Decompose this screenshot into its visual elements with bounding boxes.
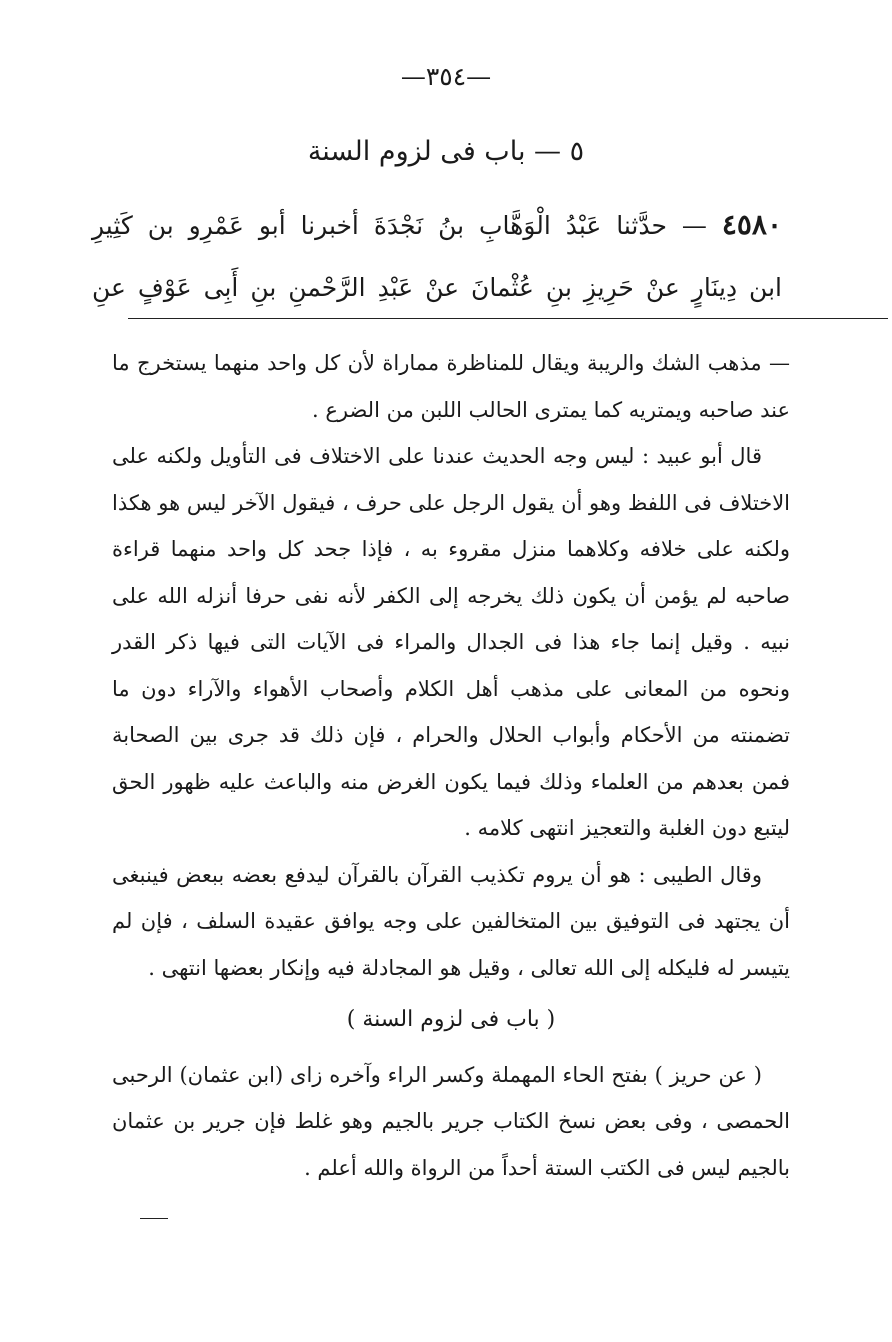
commentary-paragraph-1: — مذهب الشك والريبة ويقال للمناظرة مماراة لأن كل واحد منهما يستخرج ما عند صاحبه ويمتريه كما يمترى الحالب اللبن من الضرع . [112,351,790,422]
hadith-line-1 [92,194,782,257]
commentary-paragraph-4: ( عن حريز ) بفتح الحاء المهملة وكسر الراء وآخره زاى (ابن عثمان) الرحبى الحمصى ، وفى بعض نسخ الكتاب جرير بالجيم وهو غلط فإن جرير بن عثمان بالجيم ليس فى الكتب الستة أحداً من الرواة والله أعلم . [112,1062,790,1180]
commentary-paragraph-2: قال أبو عبيد : ليس وجه الحديث عندنا على الاختلاف فى التأويل ولكنه على الاختلاف فى اللفظ وهو أن يقول الرجل على حرف ، فيقول الآخر ليس هو هكذا ولكنه على خلافه وكلاهما منزل مقروء به ، فإذا جحد كل واحد منهما قراءة صاحبه لم يؤمن أن يكون ذلك يخرجه إلى الكفر لأنه نفى حرفا أنزله الله على نبيه . وقيل إنما جاء هذا فى الجدال والمراء فى الآيات التى فيها ذكر القدر ونحوه من المعانى على مذهب أهل الكلام وأصحاب الأهواء والآراء دون ما تضمنته من الأحكام وأبواب الحلال والحرام ، فإن ذلك قد جرى بين الصحابة فمن بعدهم من العلماء وذلك فيما يكون الغرض منه والباعث عليه ظهور الحق ليتبع دون الغلبة والتعجيز انتهى كلامه . [112,444,790,840]
section-heading: ( باب فى لزوم السنة ) [346,1007,556,1032]
commentary [112,340,790,1191]
chapter-title: ٥ — باب فى لزوم السنة [307,136,585,167]
page-number: —٣٥٤— [400,62,492,91]
hadith-line-1-text: — حدَّثنا عَبْدُ الْوَهَّابِ بنُ نَجْدَةَ أخبرنا أبو عَمْرِو بن كَثِيرِ [92,211,707,240]
hadith-text [92,194,782,319]
hadith-line-2: ابن دِينَارٍ عنْ حَرِيزِ بنِ عُثْمانَ عنْ عَبْدِ الرَّحْمنِ بنِ أَبِى عَوْفٍ عنِ [92,273,782,302]
footnote-divider [128,318,888,319]
end-dash [140,1218,168,1219]
commentary-paragraph-3: وقال الطيبى : هو أن يروم تكذيب القرآن بالقرآن ليدفع بعضه ببعض فينبغى أن يجتهد فى التوفيق بين المتخالفين على وجه يوافق عقيدة السلف ، فإن لم يتيسر له فليكله إلى الله تعالى ، وقيل هو المجادلة فيه وإنكار بعضها انتهى . [112,862,790,980]
hadith-number: ٤٥٨٠ [721,208,782,241]
